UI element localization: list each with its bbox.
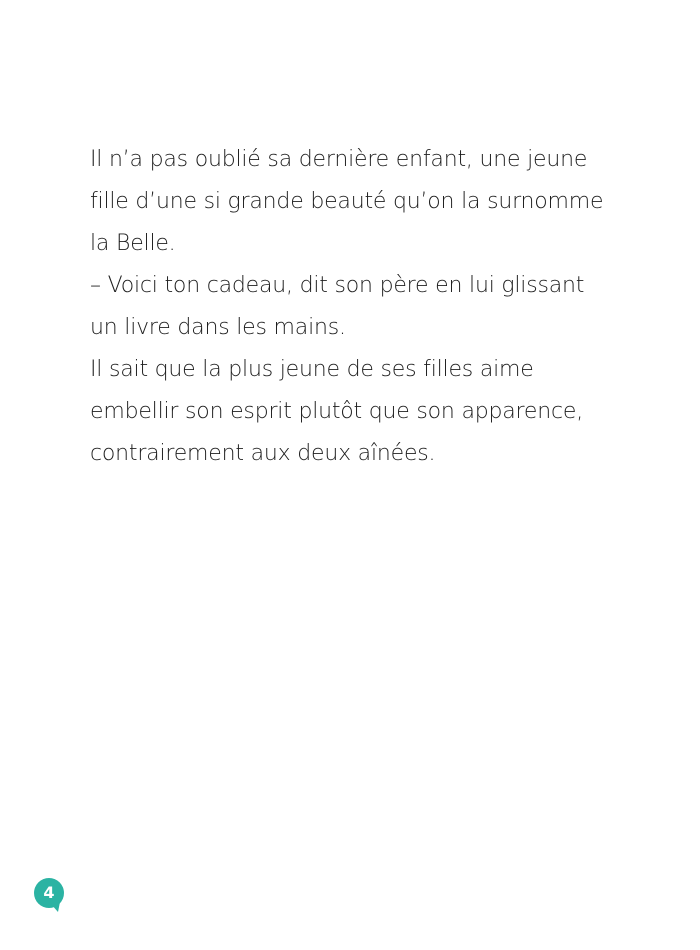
text-line: Il sait que la plus jeune de ses filles aime	[90, 357, 534, 382]
text-line: fille d’une si grande beauté qu’on la surnomme	[90, 189, 604, 214]
page-number: 4	[43, 883, 55, 902]
text-line: Il n’a pas oublié sa dernière enfant, une jeune	[90, 147, 588, 172]
page-number-badge	[34, 878, 64, 914]
text-line: un livre dans les mains.	[90, 315, 346, 340]
text-line: la Belle.	[90, 231, 176, 256]
text-line: embellir son esprit plutôt que son apparence,	[90, 399, 584, 424]
text-line: – Voici ton cadeau, dit son père en lui glissant	[90, 273, 585, 298]
story-text	[90, 139, 630, 475]
text-line: contrairement aux deux aînées.	[90, 441, 436, 466]
